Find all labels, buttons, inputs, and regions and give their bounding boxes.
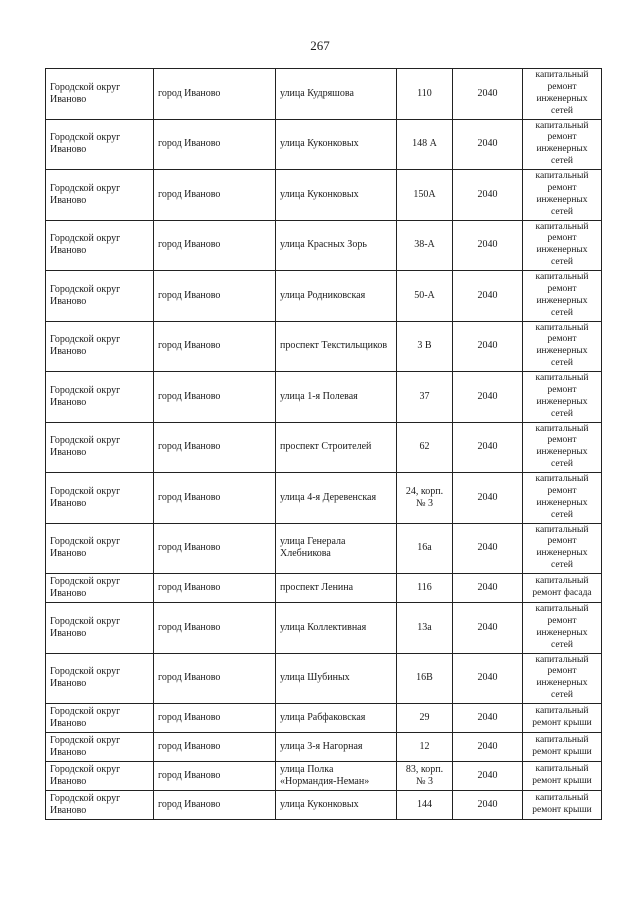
year-cell: 2040 [453,69,523,120]
year-cell: 2040 [453,704,523,733]
house-number-cell: 29 [397,704,453,733]
table-row [46,574,602,603]
district-cell: Городской округ Иваново [46,119,154,170]
city-cell: город Иваново [154,473,276,524]
district-cell: Городской округ Иваново [46,271,154,322]
city-cell: город Иваново [154,574,276,603]
street-cell: улица Родниковская [276,271,397,322]
year-cell: 2040 [453,422,523,473]
city-cell: город Иваново [154,69,276,120]
work-type-cell: капитальный ремонт инженерных сетей [523,422,602,473]
district-cell: Городской округ Иваново [46,704,154,733]
street-cell: улица Куконковых [276,170,397,221]
district-cell: Городской округ Иваново [46,69,154,120]
year-cell: 2040 [453,119,523,170]
work-type-cell: капитальный ремонт инженерных сетей [523,170,602,221]
house-number-cell: 148 А [397,119,453,170]
work-type-cell: капитальный ремонт инженерных сетей [523,271,602,322]
street-cell: улица Шубиных [276,653,397,704]
work-type-cell: капитальный ремонт крыши [523,791,602,820]
district-cell: Городской округ Иваново [46,372,154,423]
street-cell: улица Куконковых [276,119,397,170]
city-cell: город Иваново [154,733,276,762]
table-row [46,119,602,170]
house-number-cell: 16В [397,653,453,704]
table-row [46,762,602,791]
district-cell: Городской округ Иваново [46,422,154,473]
house-number-cell: 62 [397,422,453,473]
work-type-cell: капитальный ремонт крыши [523,733,602,762]
year-cell: 2040 [453,271,523,322]
table-row [46,220,602,271]
table-row [46,372,602,423]
street-cell: улица Полка «Нормандия-Неман» [276,762,397,791]
work-type-cell: капитальный ремонт инженерных сетей [523,473,602,524]
table-row [46,523,602,574]
street-cell: улица Коллективная [276,603,397,654]
house-number-cell: 150А [397,170,453,221]
city-cell: город Иваново [154,170,276,221]
year-cell: 2040 [453,523,523,574]
street-cell: проспект Текстильщиков [276,321,397,372]
work-type-cell: капитальный ремонт инженерных сетей [523,372,602,423]
work-type-cell: капитальный ремонт инженерных сетей [523,220,602,271]
year-cell: 2040 [453,733,523,762]
street-cell: улица Рабфаковская [276,704,397,733]
district-cell: Городской округ Иваново [46,603,154,654]
house-number-cell: 110 [397,69,453,120]
street-cell: улица 4-я Деревенская [276,473,397,524]
year-cell: 2040 [453,220,523,271]
district-cell: Городской округ Иваново [46,762,154,791]
year-cell: 2040 [453,791,523,820]
work-type-cell: капитальный ремонт инженерных сетей [523,321,602,372]
work-type-cell: капитальный ремонт фасада [523,574,602,603]
district-cell: Городской округ Иваново [46,574,154,603]
district-cell: Городской округ Иваново [46,321,154,372]
table-row [46,733,602,762]
table-body [46,69,602,820]
house-number-cell: 50-А [397,271,453,322]
year-cell: 2040 [453,574,523,603]
district-cell: Городской округ Иваново [46,523,154,574]
work-type-cell: капитальный ремонт крыши [523,762,602,791]
street-cell: улица Генерала Хлебникова [276,523,397,574]
city-cell: город Иваново [154,422,276,473]
house-number-cell: 12 [397,733,453,762]
district-cell: Городской округ Иваново [46,791,154,820]
city-cell: город Иваново [154,762,276,791]
table-row [46,791,602,820]
table-row [46,271,602,322]
house-number-cell: 37 [397,372,453,423]
street-cell: проспект Ленина [276,574,397,603]
house-number-cell: 24, корп. № 3 [397,473,453,524]
work-type-cell: капитальный ремонт крыши [523,704,602,733]
table-row [46,422,602,473]
district-cell: Городской округ Иваново [46,220,154,271]
year-cell: 2040 [453,473,523,524]
city-cell: город Иваново [154,653,276,704]
city-cell: город Иваново [154,791,276,820]
city-cell: город Иваново [154,271,276,322]
city-cell: город Иваново [154,321,276,372]
year-cell: 2040 [453,762,523,791]
page-number: 267 [310,38,330,53]
street-cell: улица Кудряшова [276,69,397,120]
year-cell: 2040 [453,321,523,372]
house-number-cell: 116 [397,574,453,603]
year-cell: 2040 [453,372,523,423]
street-cell: улица Куконковых [276,791,397,820]
year-cell: 2040 [453,170,523,221]
city-cell: город Иваново [154,220,276,271]
street-cell: улица Красных Зорь [276,220,397,271]
house-number-cell: 144 [397,791,453,820]
house-number-cell: 3 В [397,321,453,372]
table-row [46,321,602,372]
table-row [46,170,602,221]
work-type-cell: капитальный ремонт инженерных сетей [523,653,602,704]
work-type-cell: капитальный ремонт инженерных сетей [523,523,602,574]
house-number-cell: 38-А [397,220,453,271]
street-cell: проспект Строителей [276,422,397,473]
work-type-cell: капитальный ремонт инженерных сетей [523,119,602,170]
table-row [46,603,602,654]
house-number-cell: 16а [397,523,453,574]
city-cell: город Иваново [154,603,276,654]
table-row [46,473,602,524]
street-cell: улица 3-я Нагорная [276,733,397,762]
district-cell: Городской округ Иваново [46,733,154,762]
table-row [46,653,602,704]
year-cell: 2040 [453,603,523,654]
work-type-cell: капитальный ремонт инженерных сетей [523,69,602,120]
city-cell: город Иваново [154,372,276,423]
city-cell: город Иваново [154,704,276,733]
house-number-cell: 13а [397,603,453,654]
street-cell: улица 1-я Полевая [276,372,397,423]
district-cell: Городской округ Иваново [46,653,154,704]
table-row [46,704,602,733]
district-cell: Городской округ Иваново [46,473,154,524]
city-cell: город Иваново [154,523,276,574]
work-type-cell: капитальный ремонт инженерных сетей [523,603,602,654]
district-cell: Городской округ Иваново [46,170,154,221]
table-row [46,69,602,120]
year-cell: 2040 [453,653,523,704]
city-cell: город Иваново [154,119,276,170]
housing-register-table [45,68,602,820]
house-number-cell: 83, корп. № 3 [397,762,453,791]
